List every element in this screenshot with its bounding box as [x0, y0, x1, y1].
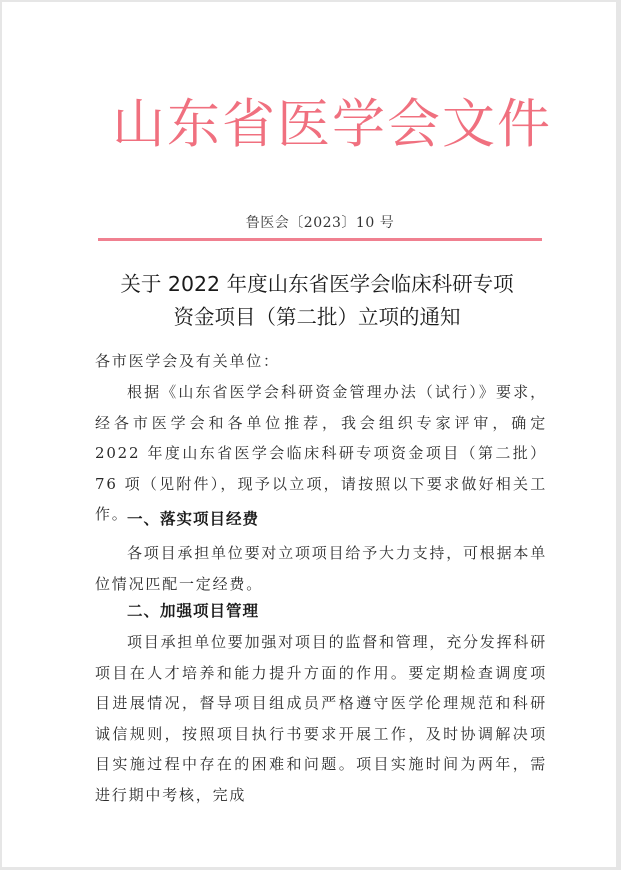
section-heading-2: 二、加强项目管理 — [127, 602, 260, 620]
document-page — [2, 2, 616, 867]
title-line-2: 资金项目（第二批）立项的通知 — [173, 305, 461, 329]
notice-title — [92, 268, 542, 334]
section-1-text: 各项目承担单位要对立项项目给予大力支持，可根据本单位情况匹配一定经费。 — [95, 544, 548, 593]
masthead-title: 山东省医学会文件 — [112, 94, 552, 155]
red-divider — [98, 238, 542, 241]
salutation: 各市医学会及有关单位： — [95, 352, 280, 370]
section-heading-1: 一、落实项目经费 — [127, 510, 260, 528]
section-2-text: 项目承担单位要加强对项目的监督和管理，充分发挥科研项目在人才培养和能力提升方面的作用。要定期检查调度项目进展情况，督导项目组成员严格遵守医学伦理规范和科研诚信规则，按照项目执行书要求开展工作，及时协调解决项目实施过程中存在的困难和问题。项目实施时间为两年，需进行期中考核，完成 — [95, 633, 548, 804]
paragraph-intro: 根据《山东省医学会科研资金管理办法（试行）》要求，经各市医学会和各单位推荐，我会组织专家评审，确定 2022 年度山东省医学会临床科研专项资金项目（第二批）76 项（见附件），现予以立项，请按照以下要求做好相关工作。 — [95, 383, 547, 523]
title-line-1: 关于 2022 年度山东省医学会临床科研专项 — [120, 272, 514, 296]
document-number: 鲁医会〔2023〕10 号 — [245, 215, 395, 231]
